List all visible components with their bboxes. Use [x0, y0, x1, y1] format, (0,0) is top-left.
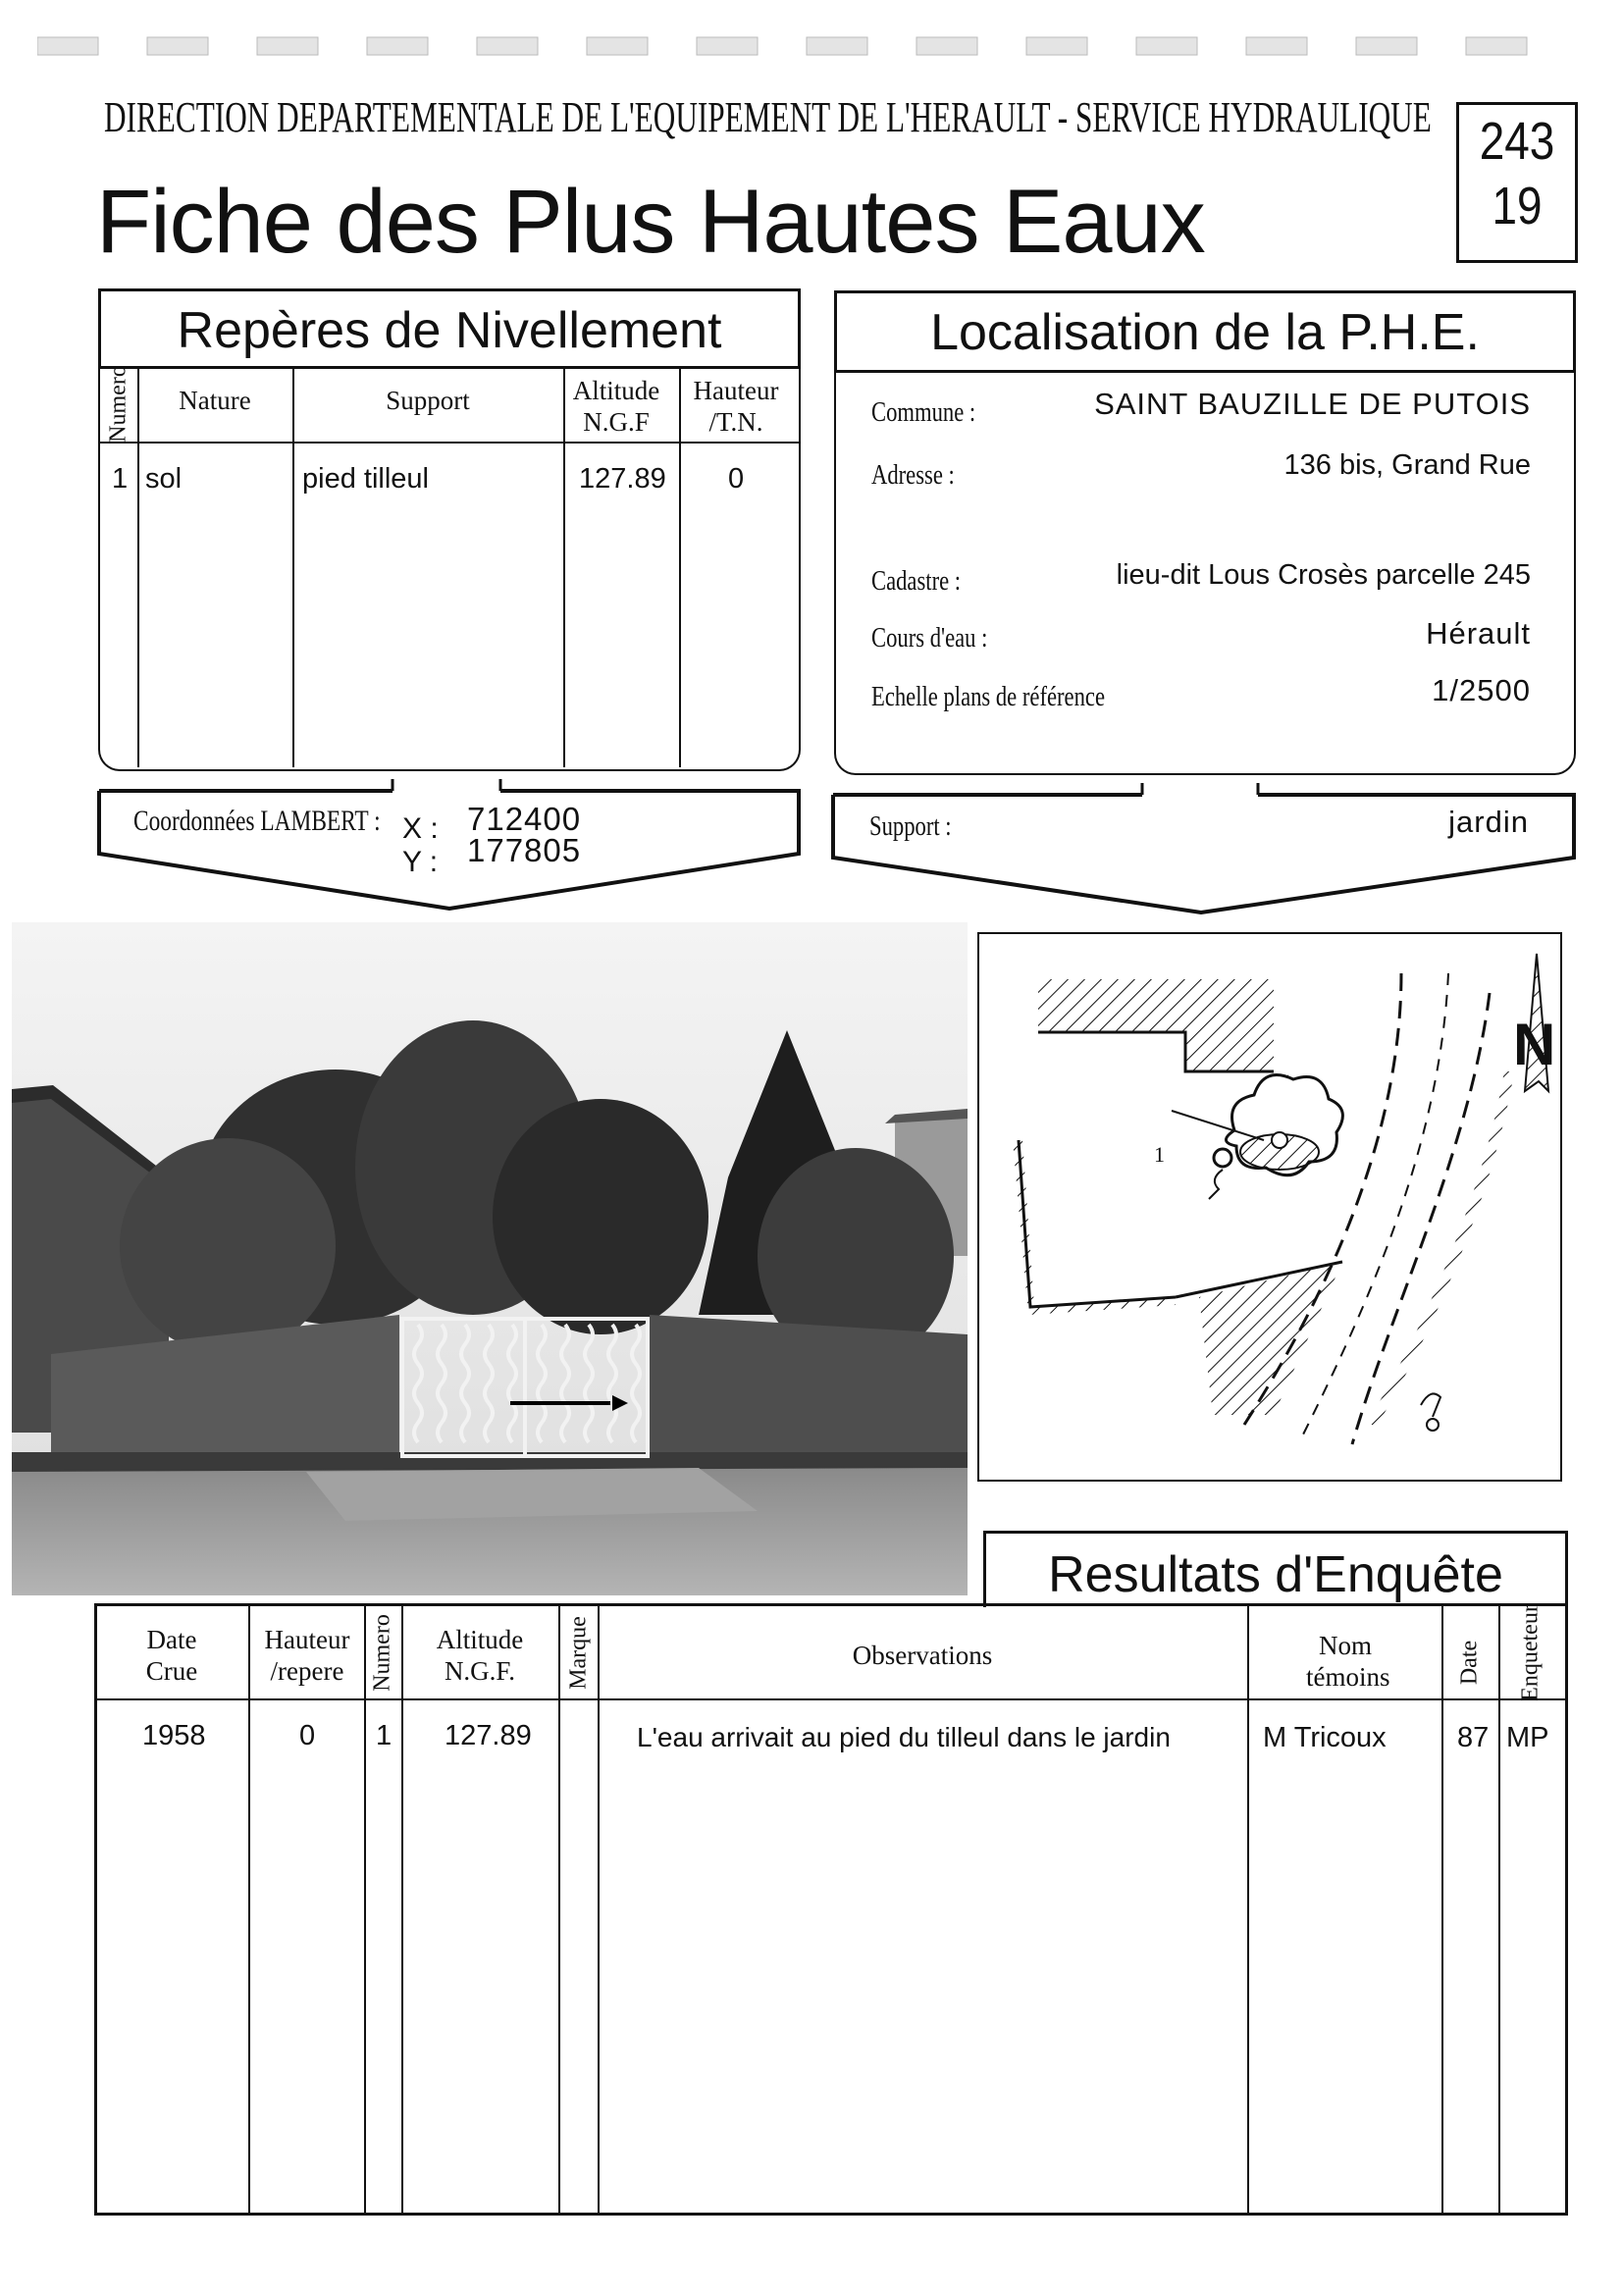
resultats-row-altitude: 127.89	[445, 1720, 532, 1751]
binder-holes-graphic	[37, 35, 1588, 59]
reperes-col-support: Support	[386, 386, 470, 415]
lambert-y-value: 177805	[467, 832, 582, 868]
cours-eau-label: Cours d'eau :	[871, 622, 988, 653]
reperes-title: Repères de Nivellement	[177, 302, 722, 359]
lambert-arrow-shape	[96, 775, 803, 913]
location-map-drawing	[979, 934, 1560, 1480]
resultats-row-nom: M Tricoux	[1263, 1722, 1387, 1753]
resultats-col-line	[1441, 1606, 1443, 2213]
cadastre-value: lieu-dit Lous Crosès parcelle 245	[1116, 559, 1531, 591]
reperes-col-line	[292, 369, 294, 767]
lambert-x-label: X :	[402, 812, 439, 845]
resultats-col-line	[248, 1606, 250, 2213]
reperes-row-support: pied tilleul	[302, 463, 429, 495]
echelle-label: Echelle plans de référence	[871, 681, 1105, 712]
cours-eau-value: Hérault	[1426, 616, 1531, 651]
resultats-col-line	[1498, 1606, 1500, 2213]
reference-box	[1456, 102, 1578, 263]
support-label: Support :	[869, 810, 952, 842]
reference-number-bottom: 19	[1492, 177, 1543, 235]
resultats-row-observations: L'eau arrivait au pied du tilleul dans le jardin	[637, 1722, 1171, 1752]
reperes-row-altitude: 127.89	[579, 463, 666, 495]
resultats-col-nom: Nom témoins	[1306, 1631, 1390, 1693]
support-arrow-shape	[830, 779, 1578, 916]
page-title: Fiche des Plus Hautes Eaux	[96, 172, 1205, 272]
resultats-row-date: 87	[1457, 1722, 1490, 1753]
reperes-table	[98, 365, 801, 771]
commune-value: SAINT BAUZILLE DE PUTOIS	[1094, 387, 1531, 421]
department-header: DIRECTION DEPARTEMENTALE DE L'EQUIPEMENT DE L'HERAULT - SERVICE HYDRAULIQUE	[104, 93, 1432, 141]
reperes-col-line	[563, 369, 565, 767]
resultats-table	[94, 1603, 1568, 2216]
localisation-panel	[834, 373, 1576, 775]
resultats-col-line	[598, 1606, 600, 2213]
reperes-title-box	[98, 288, 801, 369]
reperes-col-nature: Nature	[179, 386, 251, 415]
adresse-value: 136 bis, Grand Rue	[1283, 449, 1531, 481]
resultats-col-marque: Marque	[565, 1616, 592, 1690]
resultats-col-enqueteur: Enqueteur	[1517, 1604, 1544, 1701]
lambert-label: Coordonnées LAMBERT :	[133, 805, 381, 837]
binder-holes	[37, 35, 1588, 59]
reperes-col-altitude: Altitude N.G.F	[572, 376, 660, 438]
echelle-value: 1/2500	[1432, 673, 1531, 707]
resultats-col-hauteur: Hauteur /repere	[264, 1625, 350, 1687]
resultats-row-numero: 1	[376, 1720, 393, 1751]
lambert-y-label: Y :	[402, 846, 439, 878]
reperes-header-line	[100, 442, 799, 444]
north-label: N	[1513, 1012, 1556, 1077]
resultats-col-date-crue: Date Crue	[145, 1625, 198, 1687]
resultats-header-line	[97, 1698, 1565, 1700]
commune-label: Commune :	[871, 396, 976, 428]
localisation-title: Localisation de la P.H.E.	[930, 304, 1480, 361]
resultats-col-line	[364, 1606, 366, 2213]
site-photograph-image	[12, 922, 968, 1595]
reference-number-top: 243	[1479, 112, 1555, 171]
resultats-col-line	[558, 1606, 560, 2213]
reperes-col-line	[679, 369, 681, 767]
resultats-col-line	[1247, 1606, 1249, 2213]
localisation-title-box	[834, 290, 1576, 373]
lambert-arrow	[96, 775, 803, 913]
resultats-row-date-crue: 1958	[142, 1720, 206, 1751]
resultats-col-numero: Numero	[369, 1614, 395, 1692]
resultats-row-hauteur: 0	[299, 1720, 316, 1751]
reperes-row-numero: 1	[112, 463, 129, 495]
resultats-title-box	[983, 1531, 1568, 1607]
resultats-row-enqueteur: MP	[1506, 1722, 1549, 1753]
adresse-label: Adresse :	[871, 459, 955, 491]
resultats-title: Resultats d'Enquête	[1048, 1546, 1503, 1603]
support-arrow	[830, 779, 1578, 916]
resultats-col-observations: Observations	[852, 1641, 993, 1670]
lambert-x-value: 712400	[467, 801, 582, 837]
reperes-col-numero: Numero	[105, 365, 131, 443]
map-marker-label: 1	[1154, 1142, 1165, 1167]
support-value: jardin	[1448, 805, 1529, 839]
reperes-col-hauteur: Hauteur /T.N.	[693, 376, 779, 438]
location-map	[977, 932, 1562, 1482]
reperes-row-hauteur: 0	[728, 463, 745, 495]
site-photograph	[12, 922, 968, 1595]
reperes-col-line	[137, 369, 139, 767]
resultats-col-altitude: Altitude N.G.F.	[436, 1625, 524, 1687]
cadastre-label: Cadastre :	[871, 565, 962, 597]
resultats-col-line	[401, 1606, 403, 2213]
resultats-col-date: Date	[1456, 1640, 1483, 1686]
reperes-row-nature: sol	[145, 463, 183, 495]
